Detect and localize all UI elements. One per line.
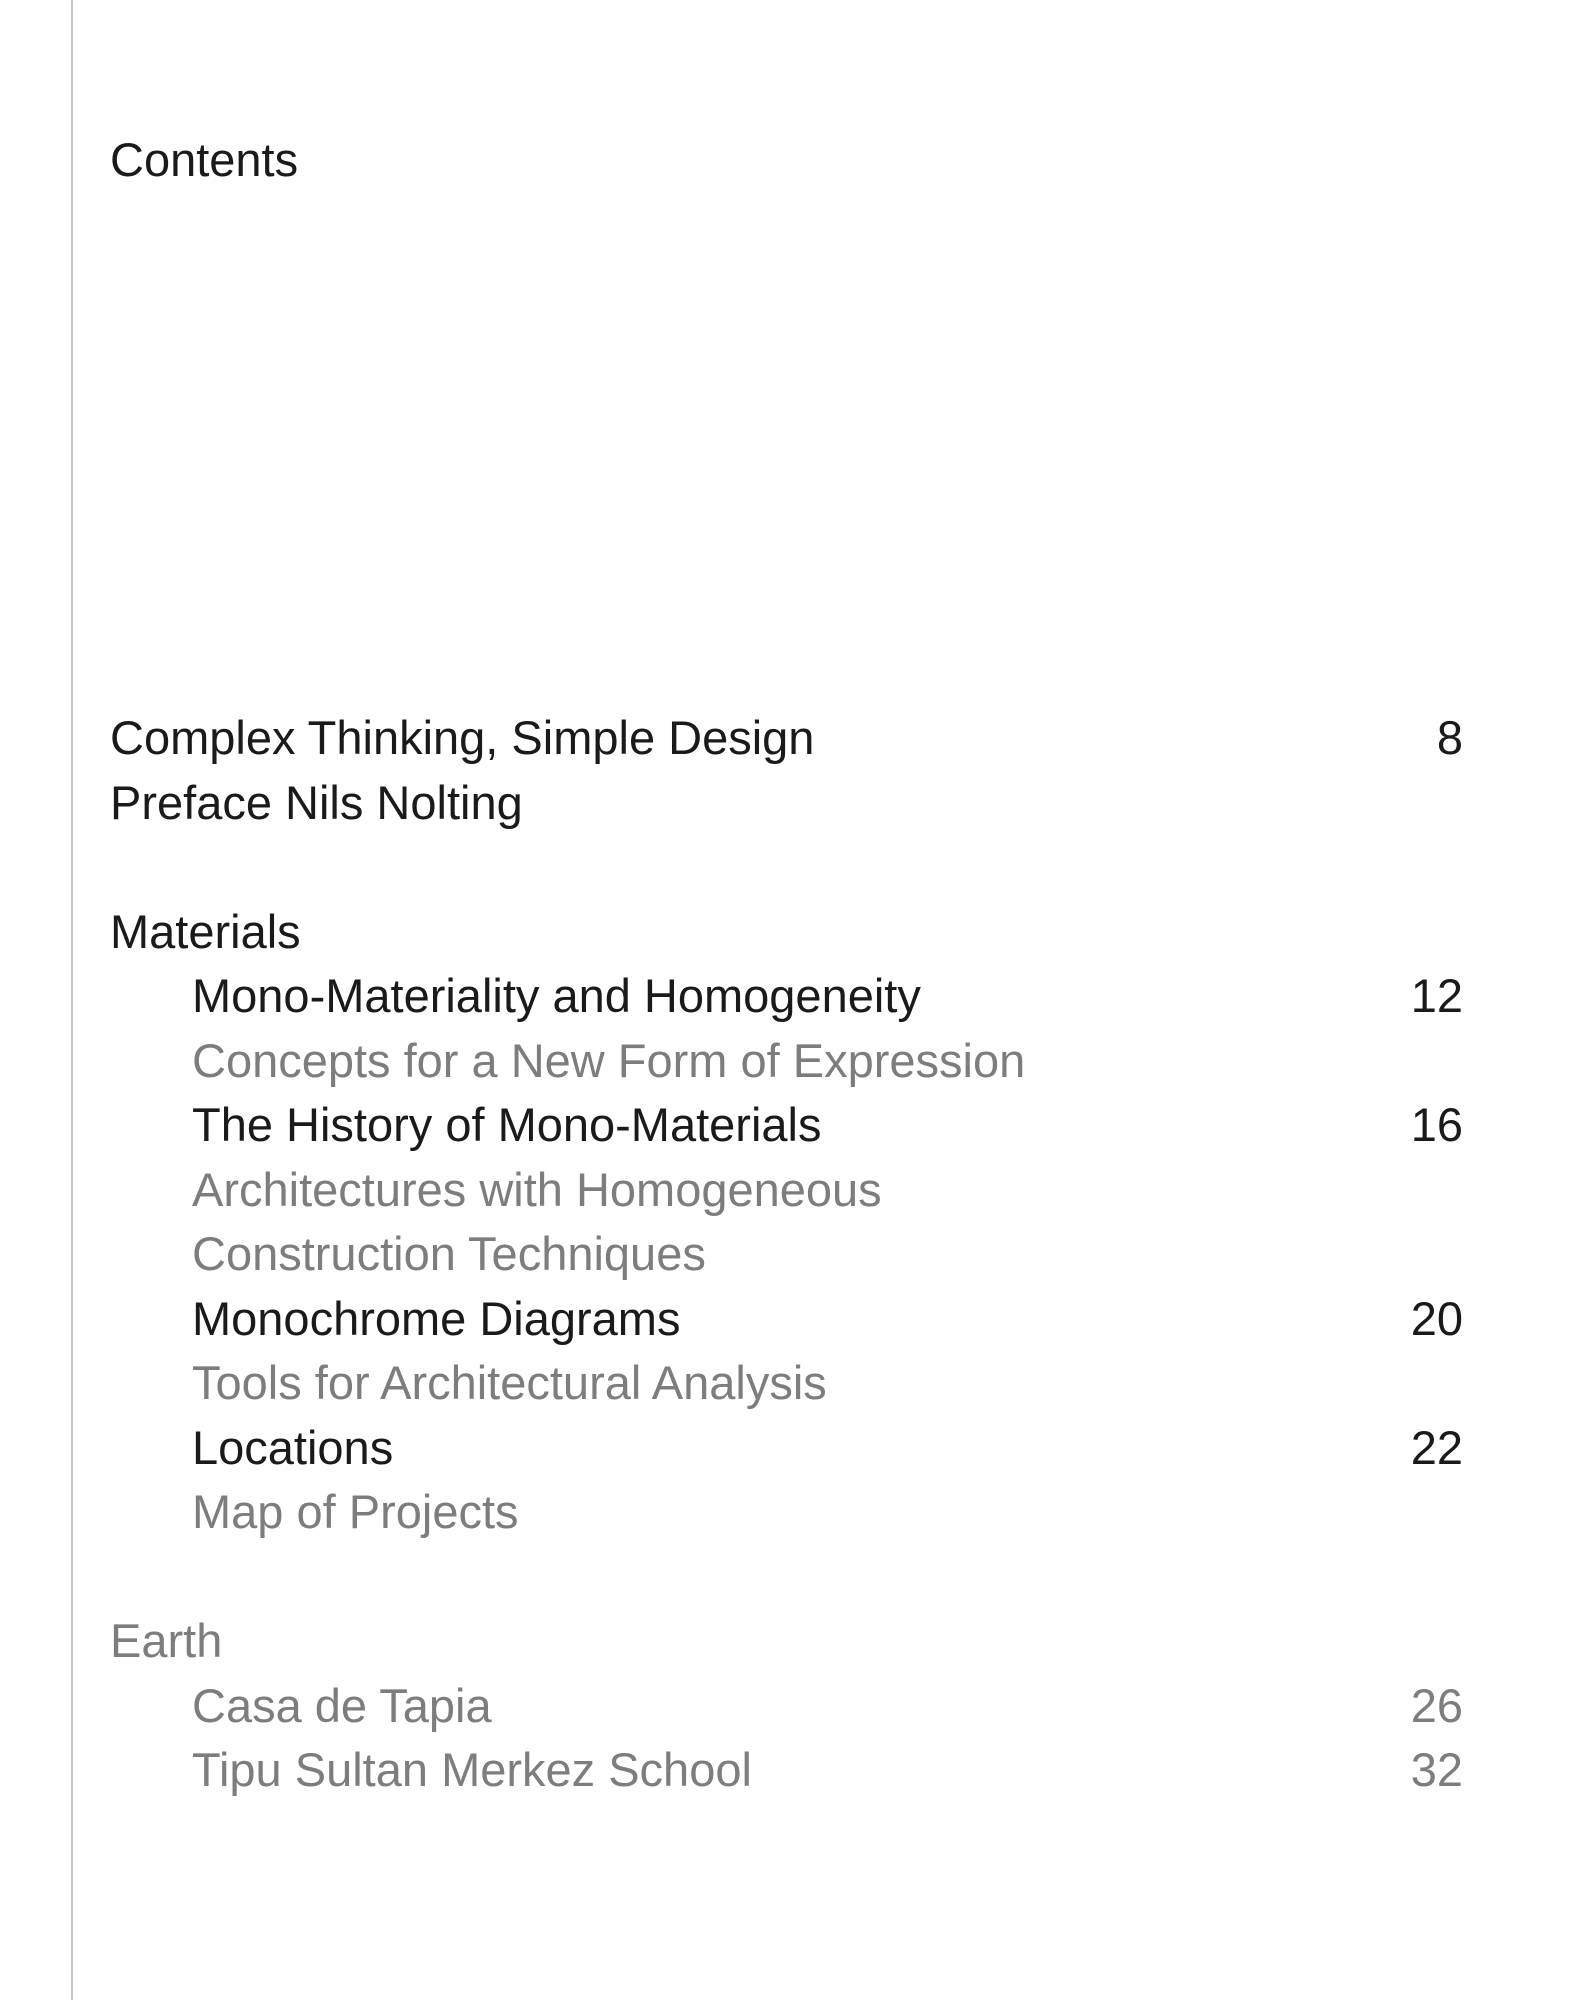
toc-entry-subtitle-text: Preface Nils Nolting [110, 775, 523, 829]
toc-page-number: 12 [1410, 969, 1463, 1022]
toc-page-number: 32 [1410, 1743, 1463, 1796]
toc-entry-subtitle [110, 1351, 1463, 1416]
toc-entry-preface[interactable] [110, 706, 1463, 771]
toc-entry-history-mono-materials[interactable] [110, 1093, 1463, 1158]
toc-entry-subtitle [110, 1158, 1463, 1223]
page-gutter-line [71, 0, 73, 2000]
toc-entry-title: Casa de Tapia [192, 1678, 492, 1732]
toc-entry-locations[interactable] [110, 1416, 1463, 1481]
section-spacer [110, 835, 1463, 900]
toc-entry-subtitle [110, 1222, 1463, 1287]
toc-entry-subtitle-text: Architectures with Homogeneous [192, 1162, 882, 1216]
toc-entry-subtitle-text: Concepts for a New Form of Expression [192, 1033, 1026, 1087]
toc-entry-subtitle [110, 1480, 1463, 1545]
toc-entry-title: Mono-Materiality and Homogeneity [192, 969, 921, 1022]
toc-entry-monochrome-diagrams[interactable] [110, 1287, 1463, 1352]
section-title-earth [110, 1609, 1463, 1674]
toc-entry-subtitle [110, 771, 1463, 836]
section-title-text: Earth [110, 1614, 223, 1667]
section-title-text: Materials [110, 904, 301, 958]
toc-entry-subtitle-text: Tools for Architectural Analysis [192, 1356, 827, 1409]
toc-entry-title: The History of Mono-Materials [192, 1098, 822, 1151]
toc-entry-title: Complex Thinking, Simple Design [110, 711, 815, 764]
table-of-contents [110, 706, 1463, 1803]
section-title-materials [110, 900, 1463, 965]
toc-entry-title: Monochrome Diagrams [192, 1291, 681, 1345]
toc-entry-subtitle [110, 1029, 1463, 1094]
toc-entry-tipu-sultan-merkez-school[interactable] [110, 1738, 1463, 1803]
toc-page-number: 26 [1410, 1678, 1463, 1732]
toc-entry-title: Tipu Sultan Merkez School [192, 1743, 752, 1796]
contents-heading: Contents [110, 133, 299, 186]
toc-entry-subtitle-text: Construction Techniques [192, 1227, 706, 1280]
toc-page-number: 22 [1410, 1420, 1463, 1474]
toc-page-number: 20 [1410, 1291, 1463, 1345]
toc-entry-mono-materiality[interactable] [110, 964, 1463, 1029]
toc-entry-casa-de-tapia[interactable] [110, 1674, 1463, 1739]
toc-page-number: 16 [1410, 1098, 1463, 1151]
toc-entry-title: Locations [192, 1420, 394, 1474]
section-spacer [110, 1545, 1463, 1610]
toc-entry-subtitle-text: Map of Projects [192, 1485, 519, 1538]
toc-page-number: 8 [1436, 711, 1463, 764]
